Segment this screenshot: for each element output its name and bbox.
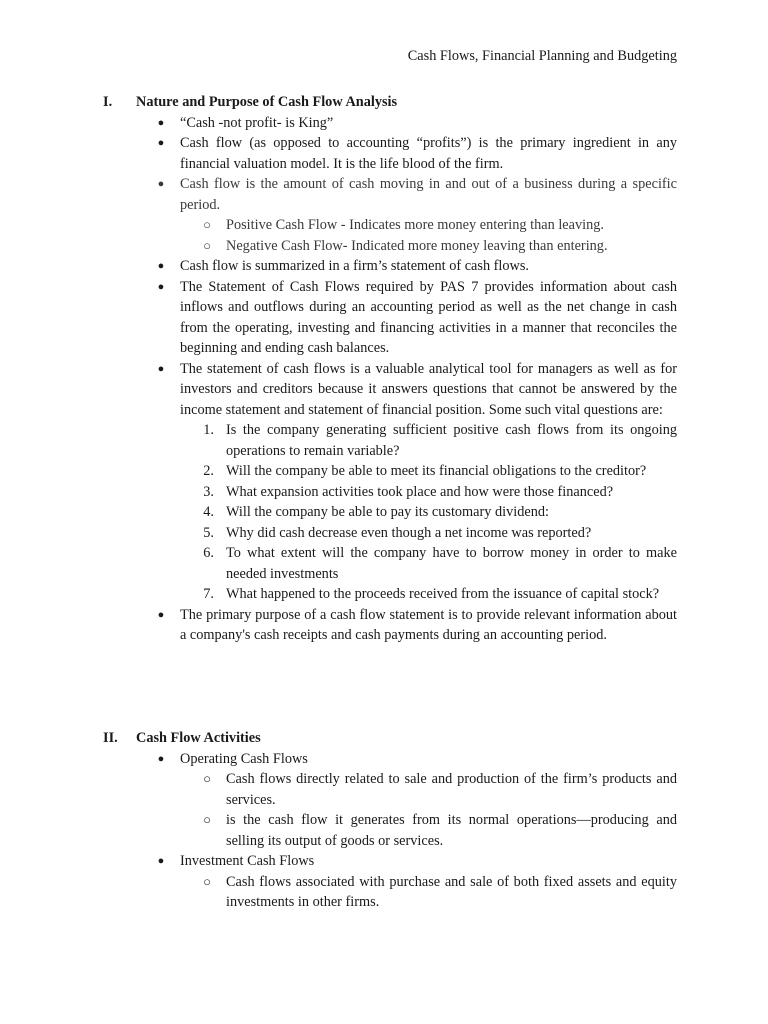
sub-bullet-text: Cash flows directly related to sale and production of the firm’s products and services. — [226, 771, 677, 808]
numbered-text: What expansion activities took place and how were those financed? — [226, 483, 614, 500]
bullet-item — [157, 113, 677, 134]
numbered-text: What happened to the proceeds received from the issuance of capital stock? — [226, 586, 660, 602]
bullet-text: Cash flow (as opposed to accounting “profits”) is the primary ingredient in any financial valuation model. It is the life blood of the firm. — [180, 135, 677, 172]
sub-bullet-text: Negative Cash Flow- Indicated more money leaving than entering. — [226, 237, 608, 254]
bullet-item — [157, 605, 677, 646]
bullet-icon: ● — [157, 116, 165, 129]
bullet-text: Cash flow is the amount of cash moving in and out of a business during a specific period. — [180, 176, 677, 213]
bullet-text: The Statement of Cash Flows required by PAS 7 provides information about cash inflows and outflows during an accounting period as well as the net change in cash from the operating, investing and financing activities in a manner that reconciles the beginning and ending cash balances. — [180, 278, 677, 356]
running-header: Cash Flows, Financial Planning and Budgeting — [407, 48, 677, 64]
sub-bullet-text: Positive Cash Flow - Indicates more money entering than leaving. — [226, 217, 604, 233]
bullet-text: Cash flow is summarized in a firm’s statement of cash flows. — [180, 258, 530, 274]
item-number: 1. — [203, 422, 214, 438]
bullet-item — [157, 359, 677, 421]
sub-bullet-text: Cash flows associated with purchase and sale of both fixed assets and equity investments in other firms. — [226, 873, 677, 910]
circle-bullet-icon: ○ — [203, 217, 211, 232]
item-number: 6. — [203, 545, 214, 561]
bullet-item — [157, 749, 677, 770]
numbered-text: Will the company be able to pay its customary dividend: — [226, 504, 550, 520]
numbered-item — [203, 482, 677, 503]
bullet-icon: ● — [157, 280, 165, 293]
bullet-icon: ● — [157, 362, 165, 375]
bullet-text: The primary purpose of a cash flow statement is to provide relevant information about a company's cash receipts and cash payments during an accounting period. — [180, 606, 677, 643]
sub-bullet-item — [203, 810, 677, 851]
bullet-icon: ● — [157, 855, 165, 867]
sub-bullet-item — [203, 872, 677, 913]
item-number: 7. — [203, 586, 214, 602]
bullet-text: “Cash -not profit- is King” — [180, 114, 334, 131]
section-title: Cash Flow Activities — [136, 730, 261, 746]
numbered-item — [203, 461, 677, 482]
section-heading — [0, 728, 768, 749]
bullet-icon: ● — [157, 752, 165, 765]
bullet-text: Investment Cash Flows — [180, 853, 315, 869]
circle-bullet-icon: ○ — [203, 237, 211, 253]
bullet-item — [157, 174, 677, 215]
numbered-item — [203, 420, 677, 461]
numbered-text: Will the company be able to meet its financial obligations to the creditor? — [226, 463, 647, 479]
bullet-icon: ● — [157, 137, 165, 149]
sub-bullet-text: is the cash flow it generates from its normal operations—producing and selling its output of goods or services. — [226, 812, 677, 849]
numbered-item — [203, 523, 677, 544]
section-nature-purpose — [0, 92, 768, 646]
bullet-text: Operating Cash Flows — [180, 750, 308, 767]
item-number: 3. — [203, 483, 214, 500]
sub-bullet-item — [203, 236, 677, 257]
bullet-item — [157, 277, 677, 359]
bullet-item — [157, 256, 677, 277]
circle-bullet-icon: ○ — [203, 771, 211, 786]
bullet-item — [157, 133, 677, 174]
item-number: 5. — [203, 524, 214, 541]
section-title: Nature and Purpose of Cash Flow Analysis — [136, 94, 398, 110]
numbered-item — [203, 543, 677, 584]
numbered-text: Is the company generating sufficient positive cash flows from its ongoing operations to remain variable? — [226, 422, 677, 459]
bullet-text: The statement of cash flows is a valuable analytical tool for managers as well as for investors and creditors because it answers questions that cannot be answered by the income statement and statement of financial position. Some such vital questions are: — [180, 360, 677, 418]
bullet-item — [157, 851, 677, 872]
numbered-text: To what extent will the company have to borrow money in order to make needed investments — [226, 545, 677, 582]
sub-bullet-item — [203, 215, 677, 236]
circle-bullet-icon: ○ — [203, 812, 211, 827]
bullet-icon: ● — [157, 178, 165, 190]
numbered-item — [203, 584, 677, 605]
section-number: I. — [103, 94, 113, 110]
bullet-icon: ● — [157, 260, 165, 272]
section-cash-flow-activities — [0, 728, 768, 913]
item-number: 4. — [203, 504, 214, 520]
bullet-icon: ● — [157, 608, 165, 621]
item-number: 2. — [203, 463, 214, 479]
section-number: II. — [103, 730, 118, 746]
numbered-item — [203, 502, 677, 523]
numbered-text: Why did cash decrease even though a net income was reported? — [226, 524, 592, 541]
section-heading — [0, 92, 768, 113]
sub-bullet-item — [203, 769, 677, 810]
circle-bullet-icon: ○ — [203, 873, 211, 889]
